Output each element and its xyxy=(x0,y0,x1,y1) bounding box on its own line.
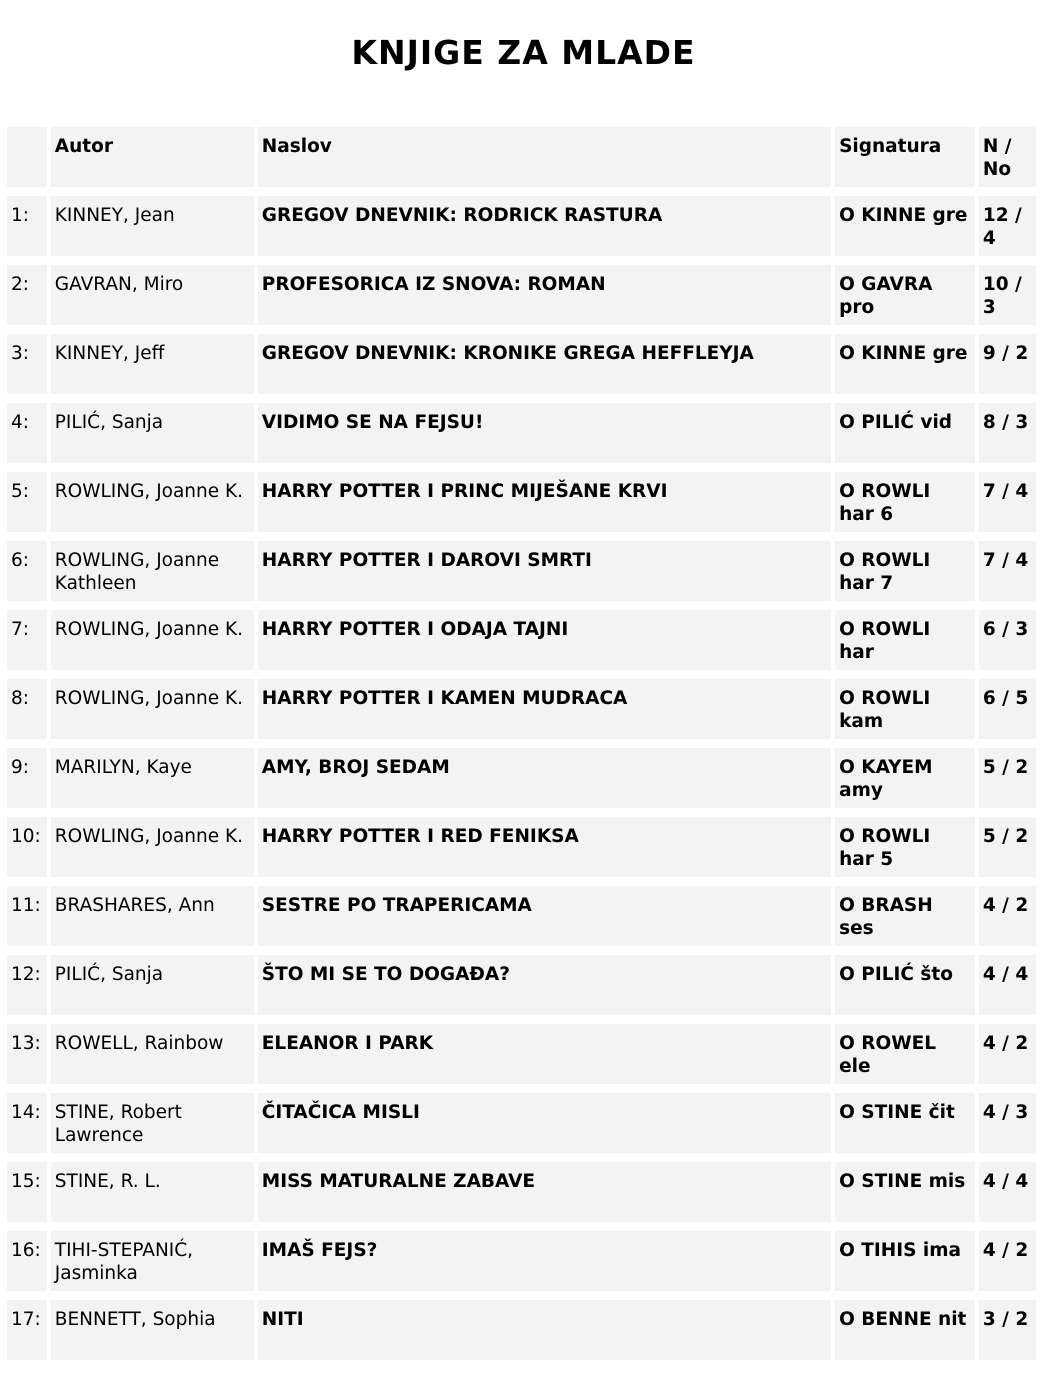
row-signature: O ROWLI har xyxy=(835,610,975,670)
table-row xyxy=(7,403,1036,463)
row-signature: O STINE čit xyxy=(835,1093,975,1153)
row-number: 15: xyxy=(7,1162,47,1222)
row-title: MISS MATURALNE ZABAVE xyxy=(258,1162,831,1222)
row-count: 4 / 3 xyxy=(979,1093,1036,1153)
row-count: 7 / 4 xyxy=(979,541,1036,601)
row-author: KINNEY, Jean xyxy=(51,196,254,256)
row-count: 5 / 2 xyxy=(979,748,1036,808)
row-title: HARRY POTTER I KAMEN MUDRACA xyxy=(258,679,831,739)
books-table xyxy=(3,118,1040,1369)
row-number: 1: xyxy=(7,196,47,256)
row-signature: O KINNE gre xyxy=(835,334,975,394)
row-count: 12 / 4 xyxy=(979,196,1036,256)
row-number: 16: xyxy=(7,1231,47,1291)
row-title: AMY, BROJ SEDAM xyxy=(258,748,831,808)
row-number: 13: xyxy=(7,1024,47,1084)
table-body xyxy=(7,196,1036,1360)
row-signature: O KINNE gre xyxy=(835,196,975,256)
page-title: KNJIGE ZA MLADE xyxy=(351,33,696,72)
row-signature: O KAYEM amy xyxy=(835,748,975,808)
row-author: ROWELL, Rainbow xyxy=(51,1024,254,1084)
row-count: 6 / 3 xyxy=(979,610,1036,670)
row-author: ROWLING, Joanne Kathleen xyxy=(51,541,254,601)
row-title: PROFESORICA IZ SNOVA: ROMAN xyxy=(258,265,831,325)
row-count: 4 / 2 xyxy=(979,1024,1036,1084)
row-author: BENNETT, Sophia xyxy=(51,1300,254,1360)
row-number: 5: xyxy=(7,472,47,532)
row-number: 14: xyxy=(7,1093,47,1153)
table-row xyxy=(7,955,1036,1015)
row-author: ROWLING, Joanne K. xyxy=(51,817,254,877)
row-signature: O BRASH ses xyxy=(835,886,975,946)
row-number: 9: xyxy=(7,748,47,808)
row-signature: O TIHIS ima xyxy=(835,1231,975,1291)
table-row xyxy=(7,886,1036,946)
row-signature: O STINE mis xyxy=(835,1162,975,1222)
table-row xyxy=(7,817,1036,877)
row-author: ROWLING, Joanne K. xyxy=(51,472,254,532)
table-row xyxy=(7,1024,1036,1084)
row-count: 10 / 3 xyxy=(979,265,1036,325)
row-count: 5 / 2 xyxy=(979,817,1036,877)
row-count: 7 / 4 xyxy=(979,472,1036,532)
row-title: HARRY POTTER I PRINC MIJEŠANE KRVI xyxy=(258,472,831,532)
row-number: 10: xyxy=(7,817,47,877)
row-author: ROWLING, Joanne K. xyxy=(51,610,254,670)
row-number: 12: xyxy=(7,955,47,1015)
row-signature: O PILIĆ što xyxy=(835,955,975,1015)
row-count: 3 / 2 xyxy=(979,1300,1036,1360)
table-row xyxy=(7,1162,1036,1222)
table-row xyxy=(7,748,1036,808)
row-title: ŠTO MI SE TO DOGAĐA? xyxy=(258,955,831,1015)
row-signature: O ROWLI kam xyxy=(835,679,975,739)
row-signature: O BENNE nit xyxy=(835,1300,975,1360)
row-title: NITI xyxy=(258,1300,831,1360)
header-signature: Signatura xyxy=(835,127,975,187)
table-header-row xyxy=(7,127,1036,187)
row-signature: O ROWEL ele xyxy=(835,1024,975,1084)
row-author: TIHI-STEPANIĆ, Jasminka xyxy=(51,1231,254,1291)
header-title: Naslov xyxy=(258,127,831,187)
row-author: STINE, R. L. xyxy=(51,1162,254,1222)
table-row xyxy=(7,334,1036,394)
row-number: 11: xyxy=(7,886,47,946)
table-row xyxy=(7,679,1036,739)
row-signature: O GAVRA pro xyxy=(835,265,975,325)
row-count: 4 / 2 xyxy=(979,1231,1036,1291)
row-count: 4 / 4 xyxy=(979,1162,1036,1222)
row-title: GREGOV DNEVNIK: KRONIKE GREGA HEFFLEYJA xyxy=(258,334,831,394)
row-count: 8 / 3 xyxy=(979,403,1036,463)
table-row xyxy=(7,196,1036,256)
table-row xyxy=(7,1093,1036,1153)
row-number: 2: xyxy=(7,265,47,325)
row-title: GREGOV DNEVNIK: RODRICK RASTURA xyxy=(258,196,831,256)
row-count: 9 / 2 xyxy=(979,334,1036,394)
row-title: SESTRE PO TRAPERICAMA xyxy=(258,886,831,946)
row-signature: O PILIĆ vid xyxy=(835,403,975,463)
row-number: 6: xyxy=(7,541,47,601)
row-count: 4 / 2 xyxy=(979,886,1036,946)
table-row xyxy=(7,472,1036,532)
row-title: HARRY POTTER I DAROVI SMRTI xyxy=(258,541,831,601)
table-row xyxy=(7,1231,1036,1291)
row-signature: O ROWLI har 6 xyxy=(835,472,975,532)
table-row xyxy=(7,265,1036,325)
table-row xyxy=(7,1300,1036,1360)
row-title: IMAŠ FEJS? xyxy=(258,1231,831,1291)
row-count: 6 / 5 xyxy=(979,679,1036,739)
header-author: Autor xyxy=(51,127,254,187)
row-author: ROWLING, Joanne K. xyxy=(51,679,254,739)
row-author: STINE, Robert Lawrence xyxy=(51,1093,254,1153)
row-title: ČITAČICA MISLI xyxy=(258,1093,831,1153)
row-author: GAVRAN, Miro xyxy=(51,265,254,325)
table-row xyxy=(7,610,1036,670)
row-title: ELEANOR I PARK xyxy=(258,1024,831,1084)
row-number: 3: xyxy=(7,334,47,394)
row-number: 4: xyxy=(7,403,47,463)
row-title: HARRY POTTER I ODAJA TAJNI xyxy=(258,610,831,670)
row-title: HARRY POTTER I RED FENIKSA xyxy=(258,817,831,877)
row-number: 8: xyxy=(7,679,47,739)
row-title: VIDIMO SE NA FEJSU! xyxy=(258,403,831,463)
row-signature: O ROWLI har 7 xyxy=(835,541,975,601)
table-row xyxy=(7,541,1036,601)
row-number: 7: xyxy=(7,610,47,670)
row-count: 4 / 4 xyxy=(979,955,1036,1015)
row-author: BRASHARES, Ann xyxy=(51,886,254,946)
row-signature: O ROWLI har 5 xyxy=(835,817,975,877)
header-n: N / No xyxy=(979,127,1036,187)
row-number: 17: xyxy=(7,1300,47,1360)
row-author: PILIĆ, Sanja xyxy=(51,403,254,463)
row-author: MARILYN, Kaye xyxy=(51,748,254,808)
row-author: PILIĆ, Sanja xyxy=(51,955,254,1015)
header-num xyxy=(7,127,47,187)
row-author: KINNEY, Jeff xyxy=(51,334,254,394)
